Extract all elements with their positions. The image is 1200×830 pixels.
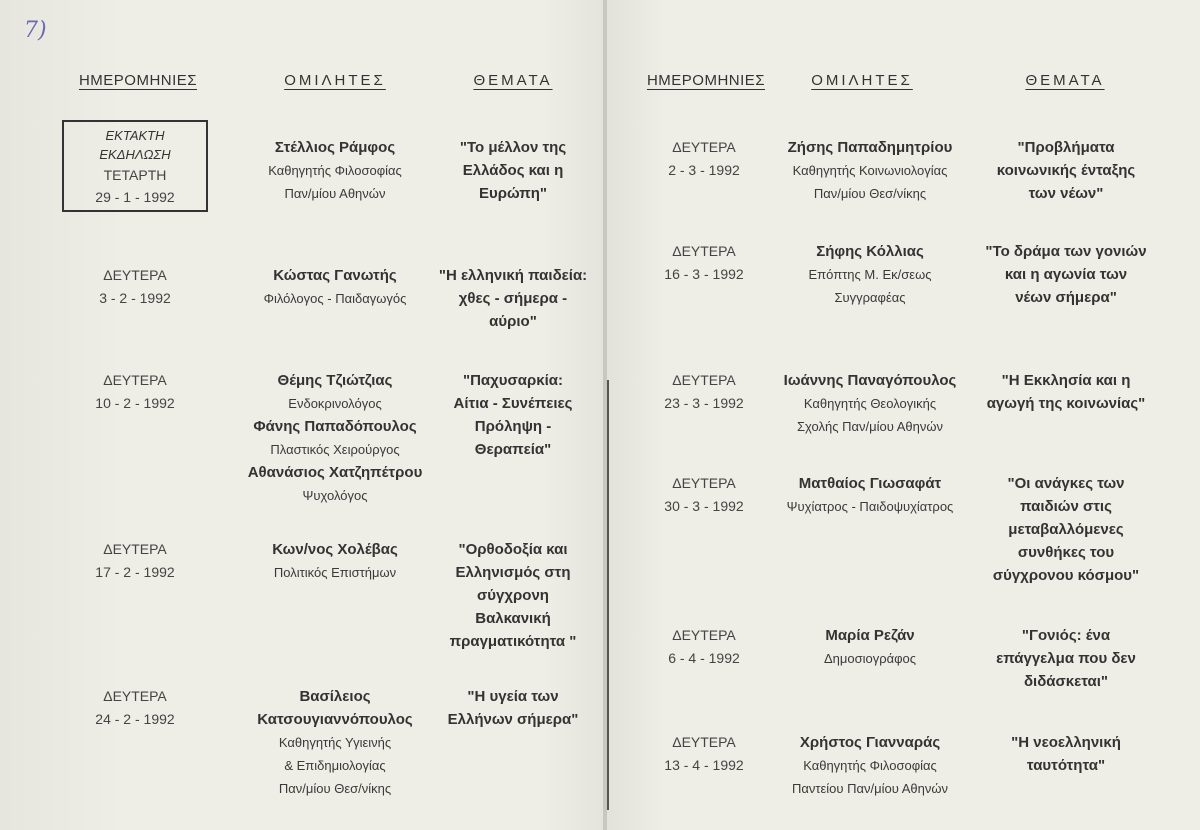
left-speakers-block-1 <box>212 264 458 310</box>
right-date-5: 13 - 4 - 1992 <box>664 757 744 773</box>
left-day-1: ΔΕΥΤΕΡΑ <box>103 267 167 283</box>
left-date-block-3 <box>62 538 208 584</box>
right-topic-line-1-2: νέων σήμερα" <box>1015 289 1117 306</box>
header-topics-left: ΘΕΜΑΤΑ <box>473 72 553 89</box>
left-speaker-name-2-0: Θέμης Τζιώτζιας <box>277 372 393 389</box>
right-speaker-name-5-0: Χρήστος Γιανναράς <box>799 734 941 751</box>
right-topic-line-5-1: ταυτότητα" <box>1026 757 1106 774</box>
right-topic-line-0-2: των νέων" <box>1028 185 1104 202</box>
right-topic-line-4-2: διδάσκεται" <box>1023 673 1109 690</box>
right-speaker-role-1-0-1: Συγγραφέας <box>834 290 906 305</box>
special-day: ΤΕΤΑΡΤΗ <box>103 167 167 183</box>
left-speaker-name-0-0: Στέλλιος Ράμφος <box>274 139 396 156</box>
right-topic-line-3-1: παιδιών στις <box>1020 498 1112 515</box>
left-topic-line-2-2: Πρόληψη - <box>474 418 552 435</box>
left-topic-line-2-0: "Παχυσαρκία: <box>462 372 564 389</box>
right-speaker-role-2-0-1: Σχολής Παν/μίου Αθηνών <box>796 419 943 434</box>
left-speaker-role-3-0-0: Πολιτικός Επιστήμων <box>273 565 397 580</box>
special-label-1: ΕΚΤΑΚΤΗ <box>105 128 165 143</box>
right-speakers-block-4 <box>762 624 978 670</box>
header-dates-right: ΗΜΕΡΟΜΗΝΙΕΣ <box>646 72 766 89</box>
right-speaker-role-4-0-0: Δημοσιογράφος <box>823 651 917 666</box>
left-speaker-role-0-0-1: Παν/μίου Αθηνών <box>284 186 386 201</box>
right-date-3: 30 - 3 - 1992 <box>664 498 744 514</box>
right-topic-block-5 <box>966 731 1166 777</box>
left-topic-line-3-2: σύγχρονη <box>477 587 549 604</box>
right-day-0: ΔΕΥΤΕΡΑ <box>672 139 736 155</box>
left-topic-line-1-1: χθες - σήμερα - <box>458 290 568 307</box>
left-speaker-role-2-2-0: Ψυχολόγος <box>302 488 368 503</box>
left-topic-block-1 <box>428 264 598 333</box>
left-topic-line-3-0: "Ορθοδοξία και <box>458 541 568 558</box>
left-topic-block-4 <box>428 685 598 731</box>
right-speaker-role-2-0-0: Καθηγητής Θεολογικής <box>803 396 937 411</box>
left-topic-line-4-1: Ελλήνων σήμερα" <box>447 711 579 728</box>
left-topic-line-2-3: Θεραπεία" <box>474 441 552 458</box>
right-speakers-block-3 <box>762 472 978 518</box>
left-topic-line-0-2: Ευρώπη" <box>478 185 548 202</box>
right-date-block-4 <box>632 624 776 670</box>
left-topic-line-3-1: Ελληνισμός στη <box>455 564 571 581</box>
right-topic-line-2-0: "Η Εκκλησία και η <box>1001 372 1131 389</box>
right-date-block-3 <box>632 472 776 518</box>
left-topic-line-1-2: αύριο" <box>489 313 537 330</box>
right-topic-line-5-0: "Η νεοελληνική <box>1011 734 1121 751</box>
right-speaker-name-0-0: Ζήσης Παπαδημητρίου <box>787 139 953 156</box>
left-topic-block-3 <box>428 538 598 653</box>
left-date-block-2 <box>62 369 208 415</box>
header-topics-right: ΘΕΜΑΤΑ <box>1025 72 1105 89</box>
left-speaker-name-3-0: Κων/νος Χολέβας <box>272 541 398 558</box>
right-date-1: 16 - 3 - 1992 <box>664 266 744 282</box>
left-speaker-name-2-1: Φάνης Παπαδόπουλος <box>253 418 417 435</box>
left-speaker-name-1-0: Κώστας Γανωτής <box>273 267 397 284</box>
right-date-block-0 <box>632 136 776 182</box>
page-fold-shadow <box>607 380 609 810</box>
right-speaker-role-5-0-0: Καθηγητής Φιλοσοφίας <box>803 758 937 773</box>
right-speakers-block-2 <box>762 369 978 438</box>
right-date-block-5 <box>632 731 776 777</box>
right-speaker-name-1-0: Σήφης Κόλλιας <box>816 243 924 260</box>
left-topic-line-0-0: "Το μέλλον της <box>459 139 567 156</box>
left-speakers-block-0 <box>212 136 458 205</box>
left-date-1: 3 - 2 - 1992 <box>99 290 171 306</box>
right-topic-block-3 <box>966 472 1166 587</box>
right-speaker-name-3-0: Ματθαίος Γιωσαφάτ <box>798 475 942 492</box>
right-speaker-name-4-0: Μαρία Ρεζάν <box>825 627 915 644</box>
left-day-4: ΔΕΥΤΕΡΑ <box>103 688 167 704</box>
right-topic-line-4-0: "Γονιός: ένα <box>1021 627 1111 644</box>
right-day-5: ΔΕΥΤΕΡΑ <box>672 734 736 750</box>
right-topic-line-3-2: μεταβαλλόμενες <box>1008 521 1124 538</box>
left-topic-block-2 <box>428 369 598 461</box>
right-speaker-name-2-0: Ιωάννης Παναγόπουλος <box>783 372 957 389</box>
right-topic-line-0-1: κοινωνικής ένταξης <box>996 162 1136 179</box>
left-date-2: 10 - 2 - 1992 <box>95 395 175 411</box>
left-date-block-4 <box>62 685 208 731</box>
right-topic-block-0 <box>966 136 1166 205</box>
right-topic-line-0-0: "Προβλήματα <box>1017 139 1115 156</box>
right-topic-line-3-3: συνθήκες του <box>1017 544 1115 561</box>
left-speaker-name-4-1: Κατσουγιαννόπουλος <box>257 711 413 728</box>
right-topic-line-1-1: και η αγωνία των <box>1004 266 1128 283</box>
right-speakers-block-1 <box>762 240 978 309</box>
left-speaker-role-4-1-1: & Επιδημιολογίας <box>284 758 386 773</box>
right-topic-block-1 <box>966 240 1166 309</box>
left-date-block-1 <box>62 264 208 310</box>
left-topic-line-3-4: πραγματικότητα " <box>449 633 577 650</box>
right-speakers-block-5 <box>762 731 978 800</box>
left-topic-block-0 <box>428 136 598 205</box>
right-date-block-2 <box>632 369 776 415</box>
special-event-box <box>62 120 208 212</box>
right-day-2: ΔΕΥΤΕΡΑ <box>672 372 736 388</box>
left-speaker-role-4-1-2: Παν/μίου Θεσ/νίκης <box>278 781 392 796</box>
left-date-4: 24 - 2 - 1992 <box>95 711 175 727</box>
right-topic-block-4 <box>966 624 1166 693</box>
right-speaker-role-0-0-1: Παν/μίου Θεσ/νίκης <box>813 186 927 201</box>
right-date-4: 6 - 4 - 1992 <box>668 650 740 666</box>
right-speaker-role-1-0-0: Επόπτης Μ. Εκ/σεως <box>808 267 932 282</box>
right-speaker-role-0-0-0: Καθηγητής Κοινωνιολογίας <box>792 163 948 178</box>
right-date-2: 23 - 3 - 1992 <box>664 395 744 411</box>
header-speakers-left: ΟΜΙΛΗΤΕΣ <box>284 72 386 89</box>
right-topic-line-2-1: αγωγή της κοινωνίας" <box>986 395 1146 412</box>
right-speaker-role-3-0-0: Ψυχίατρος - Παιδοψυχίατρος <box>786 499 954 514</box>
left-topic-line-1-0: "Η ελληνική παιδεία: <box>438 267 588 284</box>
left-speakers-block-2 <box>212 369 458 507</box>
left-topic-line-3-3: Βαλκανική <box>475 610 551 627</box>
left-speaker-name-4-0: Βασίλειος <box>299 688 371 705</box>
left-topic-line-0-1: Ελλάδος και η <box>462 162 564 179</box>
right-date-0: 2 - 3 - 1992 <box>668 162 740 178</box>
header-speakers-right: ΟΜΙΛΗΤΕΣ <box>811 72 913 89</box>
right-topic-block-2 <box>966 369 1166 415</box>
left-speaker-role-4-1-0: Καθηγητής Υγιεινής <box>278 735 392 750</box>
left-speakers-block-3 <box>212 538 458 584</box>
right-date-block-1 <box>632 240 776 286</box>
left-speaker-role-2-0-0: Ενδοκρινολόγος <box>288 396 382 411</box>
left-topic-line-2-1: Αίτια - Συνέπειες <box>453 395 573 412</box>
left-speakers-block-4 <box>212 685 458 800</box>
right-day-4: ΔΕΥΤΕΡΑ <box>672 627 736 643</box>
right-day-3: ΔΕΥΤΕΡΑ <box>672 475 736 491</box>
right-day-1: ΔΕΥΤΕΡΑ <box>672 243 736 259</box>
left-day-3: ΔΕΥΤΕΡΑ <box>103 541 167 557</box>
right-topic-line-3-0: "Οι ανάγκες των <box>1007 475 1125 492</box>
right-topic-line-1-0: "Το δράμα των γονιών <box>985 243 1147 260</box>
special-date: 29 - 1 - 1992 <box>95 189 175 205</box>
left-day-2: ΔΕΥΤΕΡΑ <box>103 372 167 388</box>
right-speaker-role-5-0-1: Παντείου Παν/μίου Αθηνών <box>791 781 949 796</box>
right-topic-line-4-1: επάγγελμα που δεν <box>996 650 1136 667</box>
left-topic-line-4-0: "Η υγεία των <box>467 688 559 705</box>
left-speaker-role-0-0-0: Καθηγητής Φιλοσοφίας <box>268 163 402 178</box>
left-speaker-name-2-2: Αθανάσιος Χατζηπέτρου <box>247 464 423 481</box>
left-speaker-role-2-1-0: Πλαστικός Χειρούργος <box>270 442 400 457</box>
left-speaker-role-1-0-0: Φιλόλογος - Παιδαγωγός <box>263 291 407 306</box>
special-label-2: ΕΚΔΗΛΩΣΗ <box>99 147 171 162</box>
handwritten-mark: 7) <box>24 18 47 43</box>
right-speakers-block-0 <box>762 136 978 205</box>
right-topic-line-3-4: σύγχρονου κόσμου" <box>992 567 1140 584</box>
header-dates-left: ΗΜΕΡΟΜΗΝΙΕΣ <box>78 72 198 89</box>
left-date-3: 17 - 2 - 1992 <box>95 564 175 580</box>
